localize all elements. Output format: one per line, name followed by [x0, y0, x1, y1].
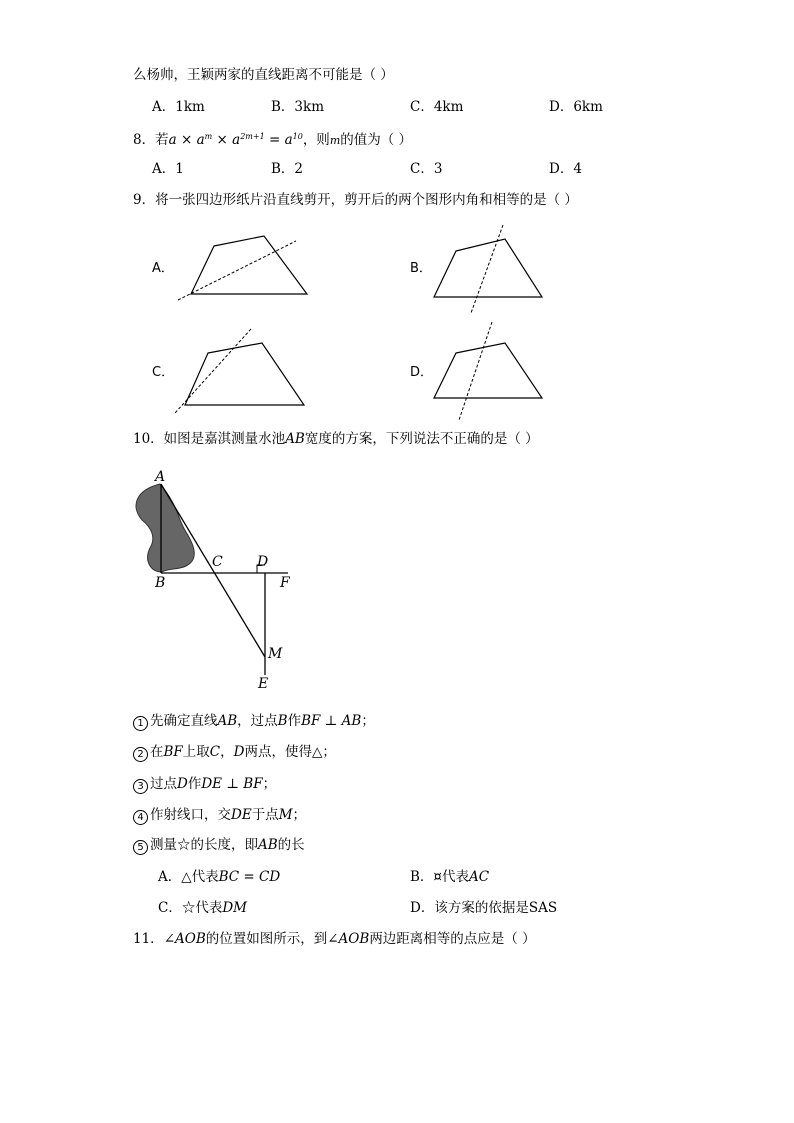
- step-number: 2: [133, 747, 148, 762]
- q10-option-b: B．¤代表AC: [410, 869, 490, 885]
- q10-option-d: D．该方案的依据是SAS: [410, 900, 558, 916]
- q9-figure-d-label: D．: [410, 365, 434, 380]
- step-1: 1 先确定直线AB，过点B作BF ⊥ AB；: [133, 712, 375, 731]
- label-a: A: [155, 469, 166, 485]
- step-2: 2 在BF上取C，D两点，使得△；: [133, 743, 336, 762]
- question-7-text: 么杨帅，王颖两家的直线距离不可能是（ ）: [133, 67, 394, 83]
- q8-option-b: B．2: [271, 161, 304, 177]
- q8-option-d: D．4: [549, 161, 582, 177]
- step-number: 4: [133, 810, 148, 825]
- label-m: M: [268, 646, 283, 662]
- label-b: B: [155, 575, 166, 591]
- step-3: 3 过点D作DE ⊥ BF；: [133, 775, 276, 794]
- step-number: 1: [133, 716, 148, 731]
- question-9-text: 9．将一张四边形纸片沿直线剪开，剪开后的两个图形内角和相等的是（ ）: [133, 192, 578, 208]
- step-number: 5: [133, 840, 148, 855]
- step-number: 3: [133, 779, 148, 794]
- q7-option-b: B．3km: [271, 99, 324, 115]
- q7-option-d: D．6km: [549, 99, 603, 115]
- q9-figure-a-label: A．: [152, 261, 174, 276]
- label-c: C: [212, 554, 223, 570]
- label-f: F: [280, 575, 290, 591]
- q8-option-c: C．3: [410, 161, 443, 177]
- label-d: D: [257, 554, 269, 570]
- pond-shape: [136, 484, 194, 572]
- step-4: 4 作射线口，交DE于点M；: [133, 806, 306, 825]
- q9-figure-c-label: C．: [152, 365, 175, 380]
- q7-option-c: C．4km: [410, 99, 464, 115]
- label-e: E: [258, 676, 269, 692]
- q9-figure-b-label: B．: [410, 261, 432, 276]
- question-8-text: 8．若$a \times a^m \times a^{2m+1} = a^{10}$，则m的值为（ ）: [133, 132, 413, 148]
- q10-option-c: C．☆代表DM: [158, 900, 247, 916]
- q7-option-a: A．1km: [152, 99, 205, 115]
- question-11-text: 11．∠AOB的位置如图所示，到∠AOB两边距离相等的点应是（ ）: [133, 931, 536, 947]
- question-10-text: 10．如图是嘉淇测量水池AB宽度的方案，下列说法不正确的是（ ）: [133, 431, 539, 447]
- q10-option-a: A．△代表BC = CD: [158, 869, 281, 885]
- q8-option-a: A．1: [152, 161, 184, 177]
- step-5: 5 测量☆的长度，即AB的长: [133, 836, 305, 855]
